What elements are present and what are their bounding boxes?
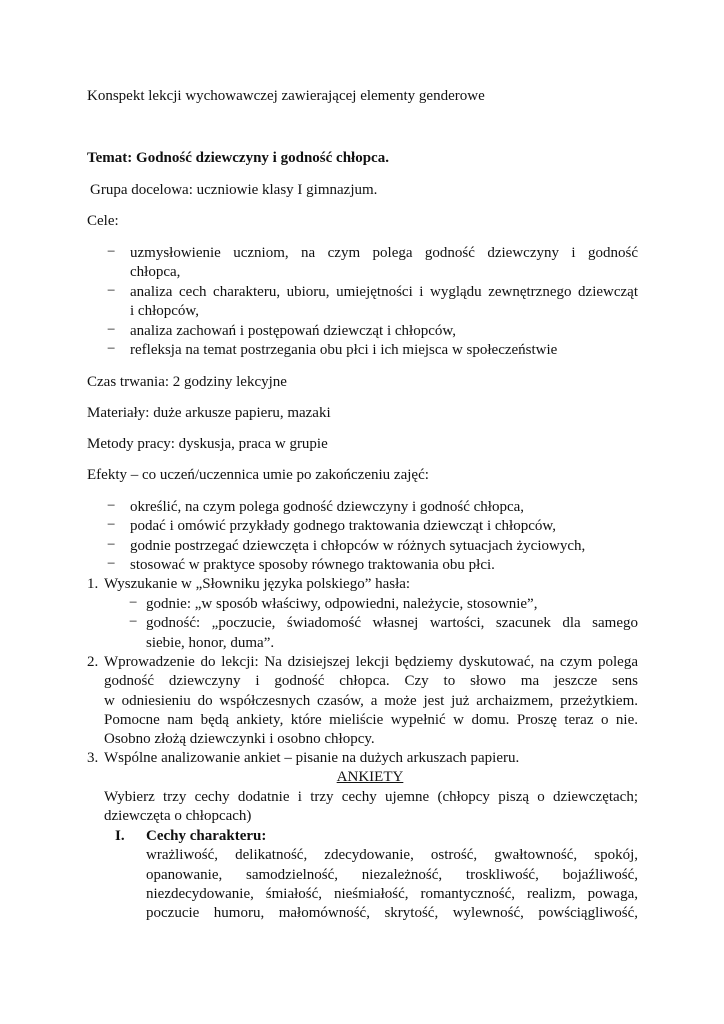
goal-item-cont: i chłopców, <box>130 303 200 319</box>
step-text-cont: Osobno złożą dziewczynki i osobno chłopcy. <box>104 731 375 747</box>
bullet-dash: − <box>107 341 116 357</box>
goal-item: analiza zachowań i postępowań dziewcząt i chłopców, <box>130 323 456 339</box>
target-group: Grupa docelowa: uczniowie klasy I gimnazjum. <box>90 182 378 198</box>
definition-item-cont: siebie, honor, duma”. <box>146 635 275 651</box>
step-number: 1. <box>87 576 99 592</box>
survey-instructions-cont: dziewczęta o chłopcach) <box>104 808 252 824</box>
step-number: 2. <box>87 654 99 670</box>
bullet-dash: − <box>129 595 138 611</box>
bullet-dash: − <box>107 498 116 514</box>
step-text: Wyszukanie w „Słowniku języka polskiego” hasła: <box>104 576 411 592</box>
survey-instructions: Wybierz trzy cechy dodatnie i trzy cechy ujemne (chłopcy piszą o dziewczętach; <box>104 789 638 805</box>
bullet-dash: − <box>107 283 116 299</box>
goal-item: analiza cech charakteru, ubioru, umiejętności i wyglądu zewnętrznego dziewcząt <box>130 284 638 300</box>
section-title: Cechy charakteru: <box>146 828 267 844</box>
bullet-dash: − <box>129 614 138 630</box>
trait-list-line: wrażliwość, delikatność, zdecydowanie, ostrość, gwałtowność, spokój, <box>146 847 638 863</box>
effect-item: godnie postrzegać dziewczęta i chłopców w różnych sytuacjach życiowych, <box>130 538 586 554</box>
step-text: Wspólne analizowanie ankiet – pisanie na dużych arkuszach papieru. <box>104 750 520 766</box>
step-text-cont: Pomocne nam będą ankiety, które mieliście wypełnić w domu. Proszę teraz o nie. <box>104 712 638 728</box>
materials: Materiały: duże arkusze papieru, mazaki <box>87 405 331 421</box>
bullet-dash: − <box>107 556 116 572</box>
step-number: 3. <box>87 750 99 766</box>
goal-item: refleksja na temat postrzegania obu płci i ich miejsca w społeczeństwie <box>130 342 558 358</box>
survey-title: ANKIETY <box>336 769 404 785</box>
methods: Metody pracy: dyskusja, praca w grupie <box>87 436 328 452</box>
effect-item: stosować w praktyce sposoby równego traktowania obu płci. <box>130 557 495 573</box>
bullet-dash: − <box>107 322 116 338</box>
effect-item: określić, na czym polega godność dziewczyny i godność chłopca, <box>130 499 525 515</box>
goals-label: Cele: <box>87 213 119 229</box>
effect-item: podać i omówić przykłady godnego traktowania dziewcząt i chłopców, <box>130 518 556 534</box>
trait-list-line: poczucie humoru, małomówność, skrytość, wylewność, powściągliwość, <box>146 905 638 921</box>
bullet-dash: − <box>107 244 116 260</box>
lesson-topic: Temat: Godność dziewczyny i godność chłopca. <box>87 150 389 166</box>
definition-item: godnie: „w sposób właściwy, odpowiedni, należycie, stosownie”, <box>146 596 538 612</box>
step-text-cont: godność dziewczyny i godność chłopca. Czy to słowo ma jeszcze sens <box>104 673 638 689</box>
bullet-dash: − <box>107 537 116 553</box>
bullet-dash: − <box>107 517 116 533</box>
goal-item-cont: chłopca, <box>130 264 181 280</box>
step-text: Wprowadzenie do lekcji: Na dzisiejszej lekcji będziemy dyskutować, na czym polega <box>104 654 638 670</box>
trait-list-line: opanowanie, samodzielność, niezależność, troskliwość, bojaźliwość, <box>146 867 638 883</box>
step-text-cont: w odniesieniu do współczesnych czasów, a może jest już archaizmem, przeżytkiem. <box>104 693 638 709</box>
definition-item: godność: „poczucie, świadomość własnej wartości, szacunek dla samego <box>146 615 638 631</box>
section-number: I. <box>115 828 125 844</box>
effects-label: Efekty – co uczeń/uczennica umie po zakończeniu zajęć: <box>87 467 429 483</box>
document-header: Konspekt lekcji wychowawczej zawierającej elementy genderowe <box>87 88 485 104</box>
trait-list-line: niezdecydowanie, śmiałość, nieśmiałość, romantyczność, realizm, powaga, <box>146 886 638 902</box>
duration: Czas trwania: 2 godziny lekcyjne <box>87 374 287 390</box>
goal-item: uzmysłowienie uczniom, na czym polega godność dziewczyny i godność <box>130 245 638 261</box>
